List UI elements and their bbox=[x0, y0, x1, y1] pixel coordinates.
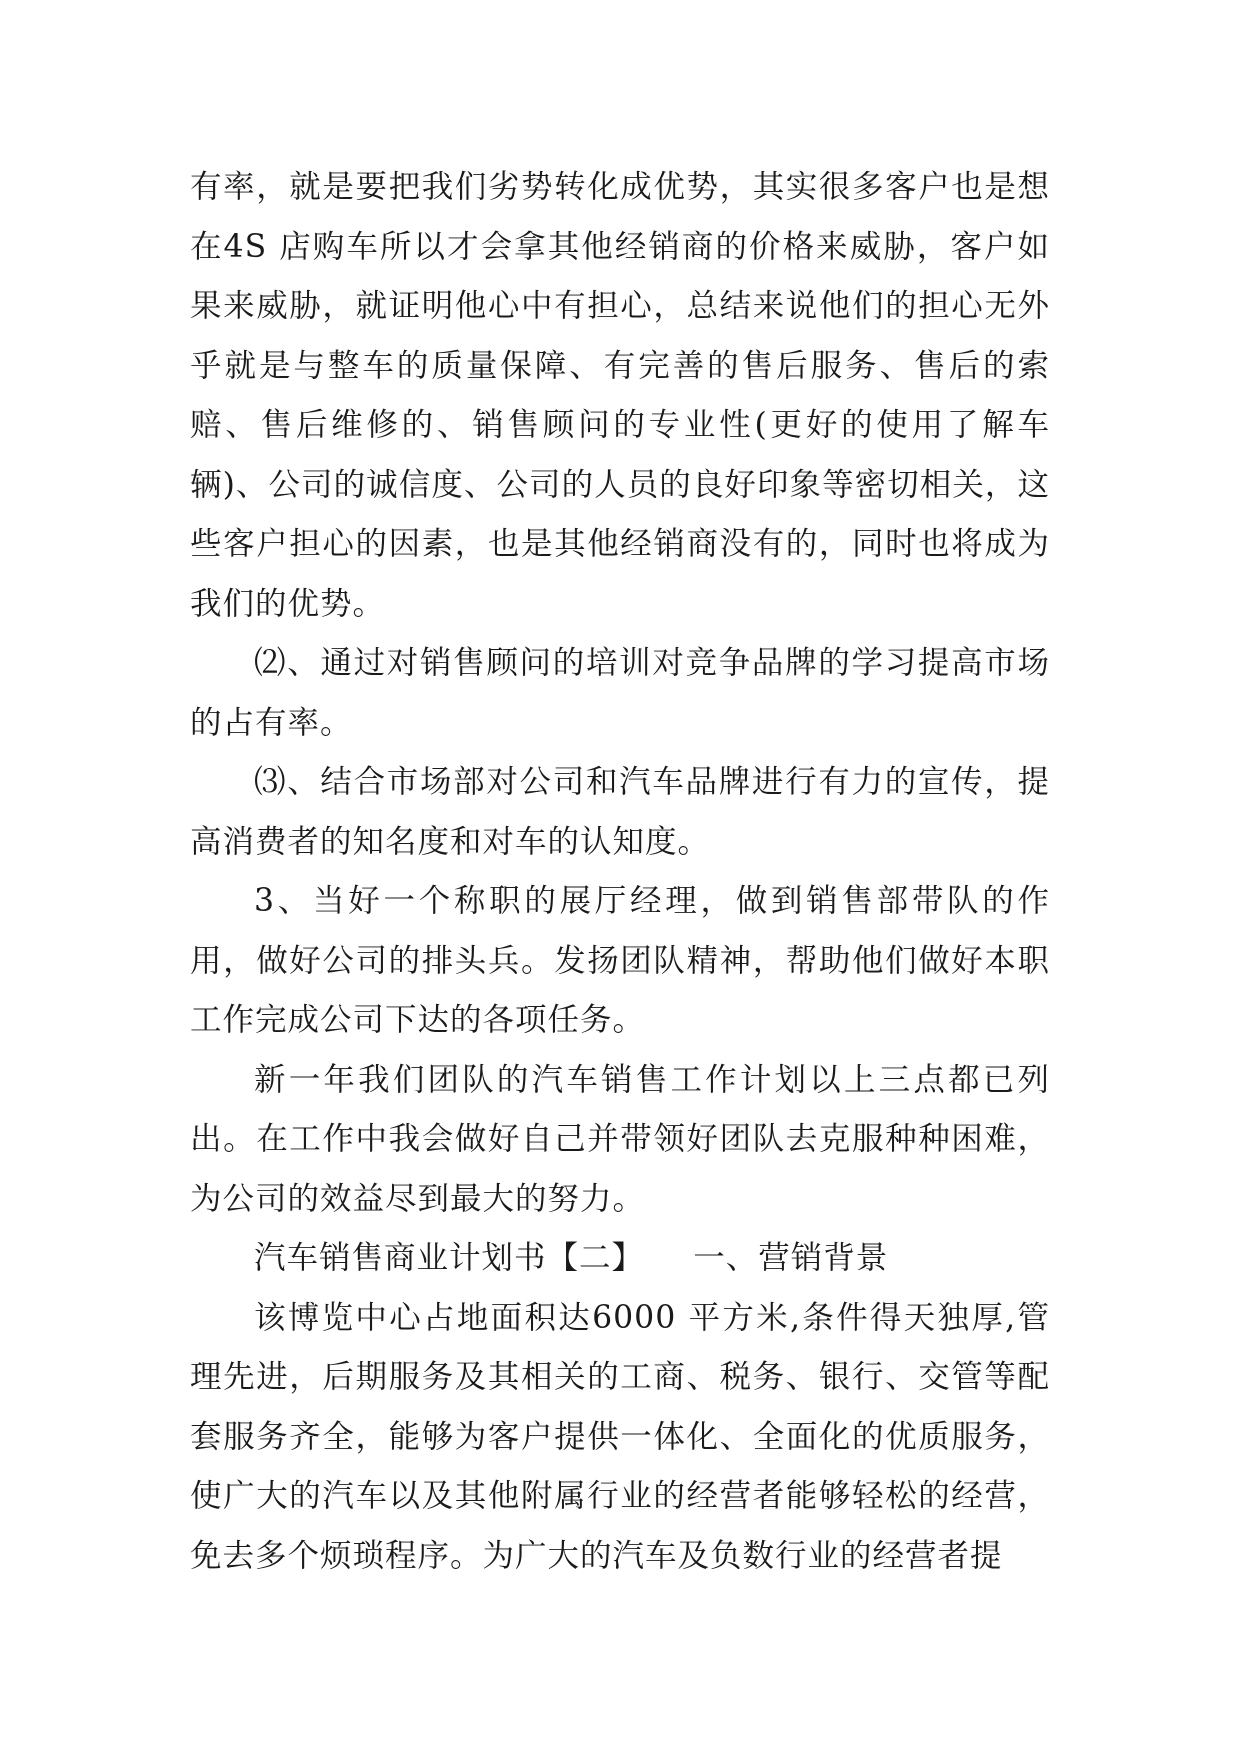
document-body bbox=[190, 158, 1050, 1586]
paragraph-continuation: 有率，就是要把我们劣势转化成优势，其实很多客户也是想在4S 店购车所以才会拿其他经销商的价格来威胁，客户如果来威胁，就证明他心中有担心，总结来说他们的担心无外乎就是与整车的质量保障、有完善的售后服务、售后的索赔、售后维修的、销售顾问的专业性(更好的使用了解车辆)、公司的诚信度、公司的人员的良好印象等密切相关，这些客户担心的因素，也是其他经销商没有的，同时也将成为我们的优势。 bbox=[190, 169, 1050, 622]
section-heading: 汽车销售商业计划书【二】 一、营销背景 bbox=[254, 1240, 889, 1276]
paragraph-item-2: ⑵、通过对销售顾问的培训对竞争品牌的学习提高市场的占有率。 bbox=[190, 645, 1050, 741]
paragraph-background: 该博览中心占地面积达6000 平方米,条件得天独厚,管理先进，后期服务及其相关的工商、税务、银行、交管等配套服务齐全，能够为客户提供一体化、全面化的优质服务，使广大的汽车以及其他附属行业的经营者能够轻松的经营，免去多个烦琐程序。为广大的汽车及负数行业的经营者提 bbox=[190, 1299, 1050, 1574]
paragraph-item-3: ⑶、结合市场部对公司和汽车品牌进行有力的宣传，提高消费者的知名度和对车的认知度。 bbox=[190, 764, 1050, 860]
paragraph-point-3: 3、当好一个称职的展厅经理，做到销售部带队的作用，做好公司的排头兵。发扬团队精神，帮助他们做好本职工作完成公司下达的各项任务。 bbox=[190, 883, 1050, 1038]
paragraph-summary: 新一年我们团队的汽车销售工作计划以上三点都已列出。在工作中我会做好自己并带领好团队去克服种种困难，为公司的效益尽到最大的努力。 bbox=[190, 1061, 1050, 1217]
